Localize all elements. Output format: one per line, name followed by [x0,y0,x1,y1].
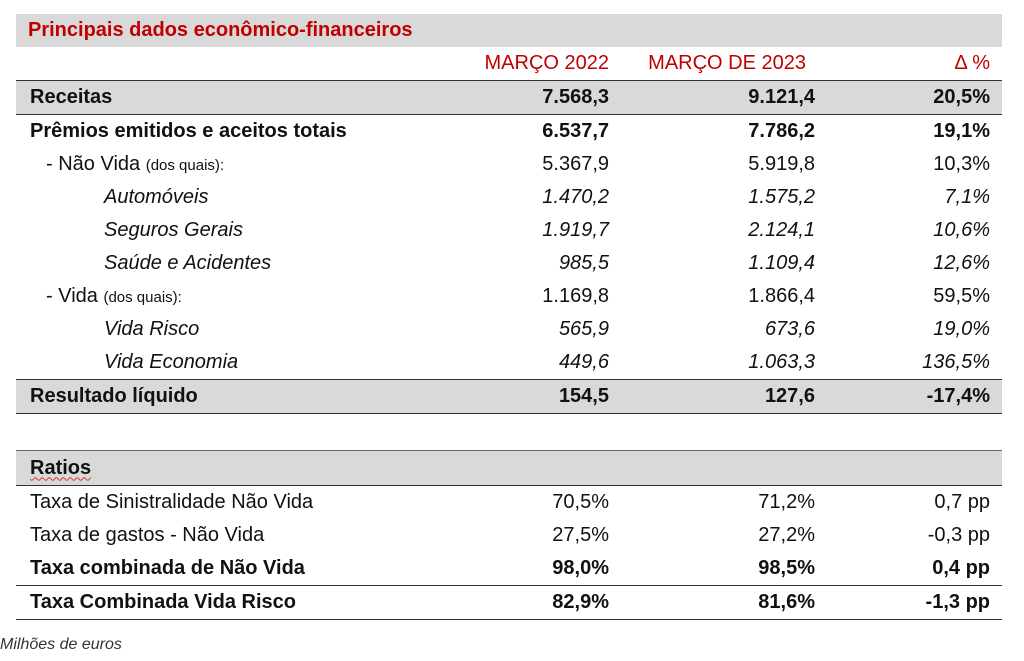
row-label: Receitas [30,86,113,108]
cell-value: 985,5 [558,252,609,274]
ratios-title: Ratios [30,456,92,479]
cell-value: 2.124,1 [748,219,815,241]
row-note: (dos quais): [103,289,182,306]
cell-value: 5.367,9 [542,153,609,175]
cell-value: 7,1% [944,186,990,208]
cell-value: 98,5% [758,557,815,579]
cell-value: 59,5% [933,285,990,307]
cell-value: 1.919,7 [542,219,609,241]
cell-value: 1.866,4 [748,285,815,307]
table-row [16,214,1002,247]
cell-value: 27,2% [758,524,815,546]
row-note: (dos quais): [145,157,225,174]
cell-value: -17,4% [926,385,990,407]
cell-value: -0,3 pp [927,524,990,546]
row-label: Seguros Gerais [104,219,243,241]
section-gap [16,414,1002,450]
cell-value: 136,5% [922,351,990,373]
column-header-row [16,47,1002,80]
cell-value: 81,6% [758,591,815,613]
cell-value: 7.786,2 [748,120,815,142]
cell-value: 1.169,8 [542,285,609,307]
cell-value: 1.109,4 [748,252,815,274]
table-row [16,115,1002,148]
cell-value: 9.121,4 [748,86,815,108]
cell-value: 5.919,8 [748,153,815,175]
row-label: Taxa Combinada Vida Risco [30,591,297,613]
ratio-row [16,585,1002,620]
table-title: Principais dados econômico-financeiros [16,14,1002,47]
cell-value: 19,0% [933,318,990,340]
ratio-row [16,552,1002,585]
col-header-march-2022: MARÇO 2022 [484,52,609,74]
row-label: Taxa combinada de Não Vida [30,557,305,579]
cell-value: 127,6 [764,385,815,407]
cell-value: 7.568,3 [542,86,609,108]
row-label: Taxa de gastos - Não Vida [30,524,265,546]
cell-value: 98,0% [552,557,609,579]
cell-value: -1,3 pp [925,591,990,613]
cell-value: 0,4 pp [932,557,990,579]
financial-table [16,14,1002,620]
row-label: Saúde e Acidentes [104,252,272,274]
cell-value: 673,6 [764,318,815,340]
table-row [16,148,1002,181]
table-row [16,280,1002,313]
row-label-text: - Não Vida [46,153,141,175]
cell-value: 10,3% [933,153,990,175]
col-header-march-2023: MARÇO DE 2023 [648,52,806,74]
row-label: Taxa de Sinistralidade Não Vida [30,491,314,513]
table-row [16,313,1002,346]
cell-value: 12,6% [933,252,990,274]
row-label: Vida Risco [104,318,200,340]
cell-value: 565,9 [558,318,609,340]
cell-value: 6.537,7 [542,120,609,142]
ratio-row [16,485,1002,519]
table-row [16,379,1002,414]
ratio-row [16,519,1002,552]
cell-value: 82,9% [552,591,609,613]
table-row [16,346,1002,379]
row-label: Automóveis [104,186,209,208]
cell-value: 1.470,2 [542,186,609,208]
table-row [16,181,1002,214]
row-label: Prêmios emitidos e aceitos totais [30,120,347,142]
footnote: Milhões de euros [0,636,122,653]
cell-value: 10,6% [933,219,990,241]
table-row [16,247,1002,280]
row-label: Vida Economia [104,351,239,373]
cell-value: 27,5% [552,524,609,546]
cell-value: 1.063,3 [748,351,815,373]
row-label: Resultado líquido [30,385,198,407]
cell-value: 20,5% [933,86,990,108]
cell-value: 154,5 [558,385,609,407]
row-label [46,285,182,308]
ratios-header [16,450,1002,485]
row-label [46,153,224,176]
row-label-text: - Vida [46,285,98,307]
col-header-delta: Δ % [954,52,990,74]
cell-value: 70,5% [552,491,609,513]
cell-value: 449,6 [558,351,609,373]
table-row [16,80,1002,115]
cell-value: 71,2% [758,491,815,513]
cell-value: 19,1% [933,120,990,142]
cell-value: 0,7 pp [934,491,990,513]
cell-value: 1.575,2 [748,186,815,208]
